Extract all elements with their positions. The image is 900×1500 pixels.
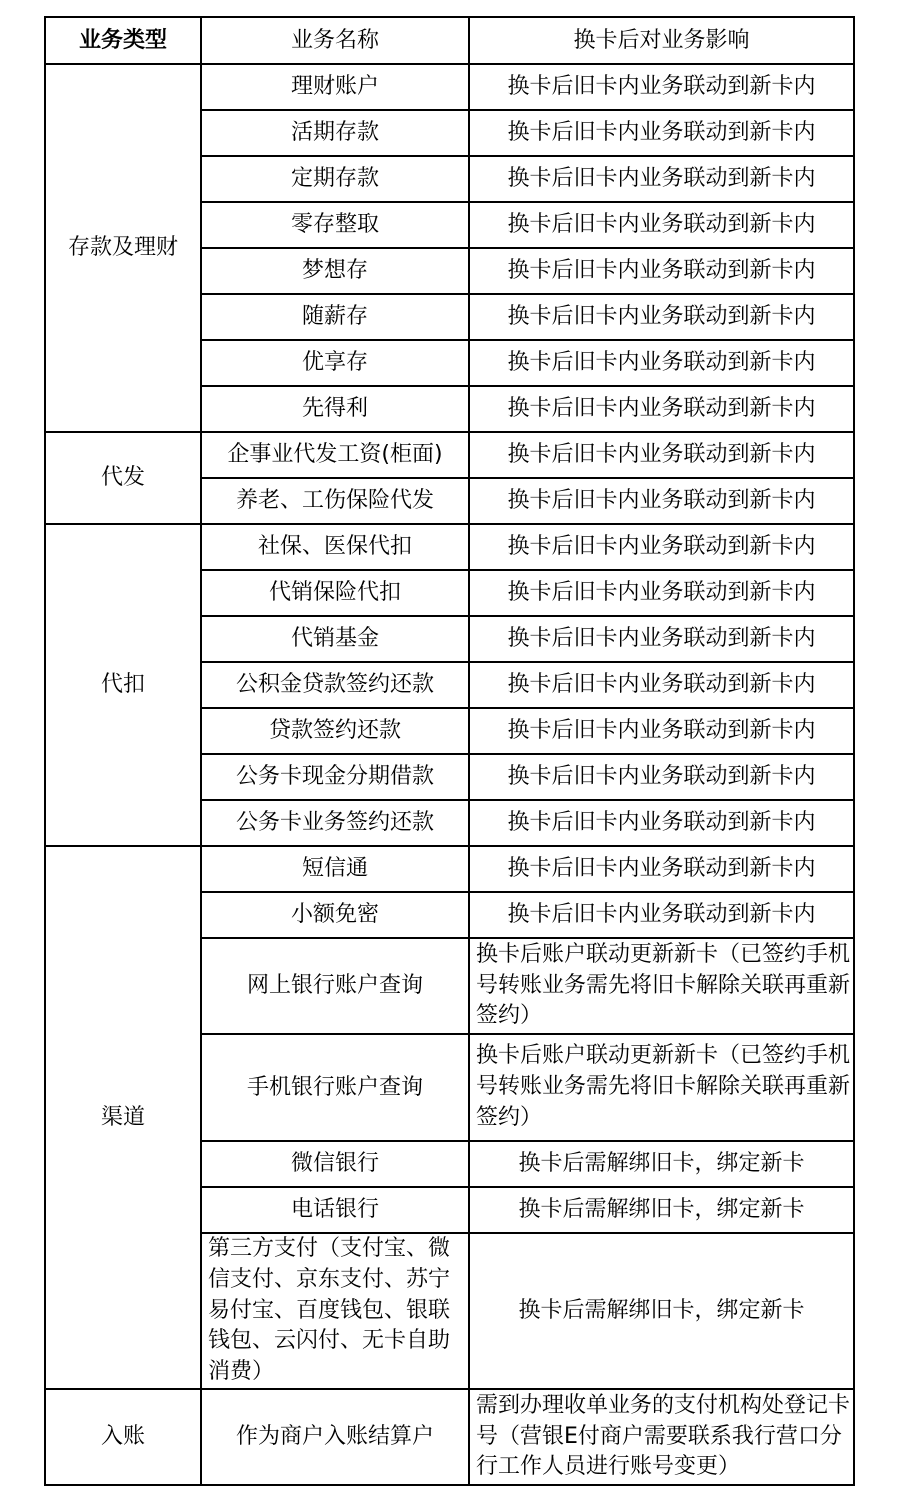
impact-cell: 换卡后账户联动更新新卡（已签约手机号转账业务需先将旧卡解除关联再重新签约）	[469, 1034, 854, 1141]
impact-cell: 换卡后旧卡内业务联动到新卡内	[469, 64, 854, 110]
impact-cell: 换卡后旧卡内业务联动到新卡内	[469, 432, 854, 478]
table-row	[45, 1389, 854, 1485]
business-name-cell: 公积金贷款签约还款	[201, 662, 469, 708]
business-name-cell: 代销保险代扣	[201, 570, 469, 616]
business-name-cell: 公务卡业务签约还款	[201, 800, 469, 846]
business-name-cell: 优享存	[201, 340, 469, 386]
business-name-cell: 作为商户入账结算户	[201, 1389, 469, 1485]
header-impact: 换卡后对业务影响	[469, 17, 854, 64]
category-cell: 入账	[45, 1389, 201, 1485]
business-name-cell: 先得利	[201, 386, 469, 432]
impact-cell: 换卡后旧卡内业务联动到新卡内	[469, 294, 854, 340]
impact-cell: 换卡后旧卡内业务联动到新卡内	[469, 662, 854, 708]
impact-cell: 换卡后需解绑旧卡，绑定新卡	[469, 1187, 854, 1233]
table-row	[45, 432, 854, 478]
impact-cell: 换卡后旧卡内业务联动到新卡内	[469, 754, 854, 800]
business-name-cell: 微信银行	[201, 1141, 469, 1187]
header-business-name: 业务名称	[201, 17, 469, 64]
business-name-cell: 短信通	[201, 846, 469, 892]
business-name-cell: 手机银行账户查询	[201, 1034, 469, 1141]
impact-cell: 换卡后旧卡内业务联动到新卡内	[469, 386, 854, 432]
impact-cell: 换卡后需解绑旧卡，绑定新卡	[469, 1233, 854, 1389]
business-name-cell: 电话银行	[201, 1187, 469, 1233]
header-row	[45, 17, 854, 64]
business-name-cell: 小额免密	[201, 892, 469, 938]
impact-cell: 换卡后旧卡内业务联动到新卡内	[469, 570, 854, 616]
business-name-cell: 理财账户	[201, 64, 469, 110]
business-name-cell: 网上银行账户查询	[201, 938, 469, 1034]
table-row	[45, 64, 854, 110]
impact-cell: 换卡后旧卡内业务联动到新卡内	[469, 846, 854, 892]
impact-cell: 换卡后旧卡内业务联动到新卡内	[469, 248, 854, 294]
impact-cell: 换卡后旧卡内业务联动到新卡内	[469, 708, 854, 754]
category-cell: 存款及理财	[45, 64, 201, 432]
impact-cell: 换卡后需解绑旧卡，绑定新卡	[469, 1141, 854, 1187]
category-cell: 代发	[45, 432, 201, 524]
impact-cell: 换卡后旧卡内业务联动到新卡内	[469, 616, 854, 662]
impact-cell: 换卡后账户联动更新新卡（已签约手机号转账业务需先将旧卡解除关联再重新签约）	[469, 938, 854, 1034]
business-name-cell: 梦想存	[201, 248, 469, 294]
impact-cell: 换卡后旧卡内业务联动到新卡内	[469, 478, 854, 524]
business-name-cell: 定期存款	[201, 156, 469, 202]
business-name-cell: 企事业代发工资(柜面)	[201, 432, 469, 478]
category-cell: 渠道	[45, 846, 201, 1389]
business-name-cell: 社保、医保代扣	[201, 524, 469, 570]
business-name-cell: 随薪存	[201, 294, 469, 340]
table-row	[45, 524, 854, 570]
impact-cell: 需到办理收单业务的支付机构处登记卡号（营银E付商户需要联系我行营口分行工作人员进行账号变更）	[469, 1389, 854, 1485]
business-name-cell: 第三方支付（支付宝、微信支付、京东支付、苏宁易付宝、百度钱包、银联钱包、云闪付、无卡自助消费）	[201, 1233, 469, 1389]
business-name-cell: 公务卡现金分期借款	[201, 754, 469, 800]
business-name-cell: 零存整取	[201, 202, 469, 248]
impact-cell: 换卡后旧卡内业务联动到新卡内	[469, 340, 854, 386]
table-row	[45, 846, 854, 892]
impact-cell: 换卡后旧卡内业务联动到新卡内	[469, 156, 854, 202]
business-name-cell: 养老、工伤保险代发	[201, 478, 469, 524]
impact-cell: 换卡后旧卡内业务联动到新卡内	[469, 202, 854, 248]
business-name-cell: 贷款签约还款	[201, 708, 469, 754]
impact-cell: 换卡后旧卡内业务联动到新卡内	[469, 892, 854, 938]
impact-cell: 换卡后旧卡内业务联动到新卡内	[469, 110, 854, 156]
business-impact-table	[44, 16, 855, 1486]
header-business-type: 业务类型	[45, 17, 201, 64]
business-name-cell: 活期存款	[201, 110, 469, 156]
business-name-cell: 代销基金	[201, 616, 469, 662]
impact-cell: 换卡后旧卡内业务联动到新卡内	[469, 524, 854, 570]
category-cell: 代扣	[45, 524, 201, 846]
impact-cell: 换卡后旧卡内业务联动到新卡内	[469, 800, 854, 846]
